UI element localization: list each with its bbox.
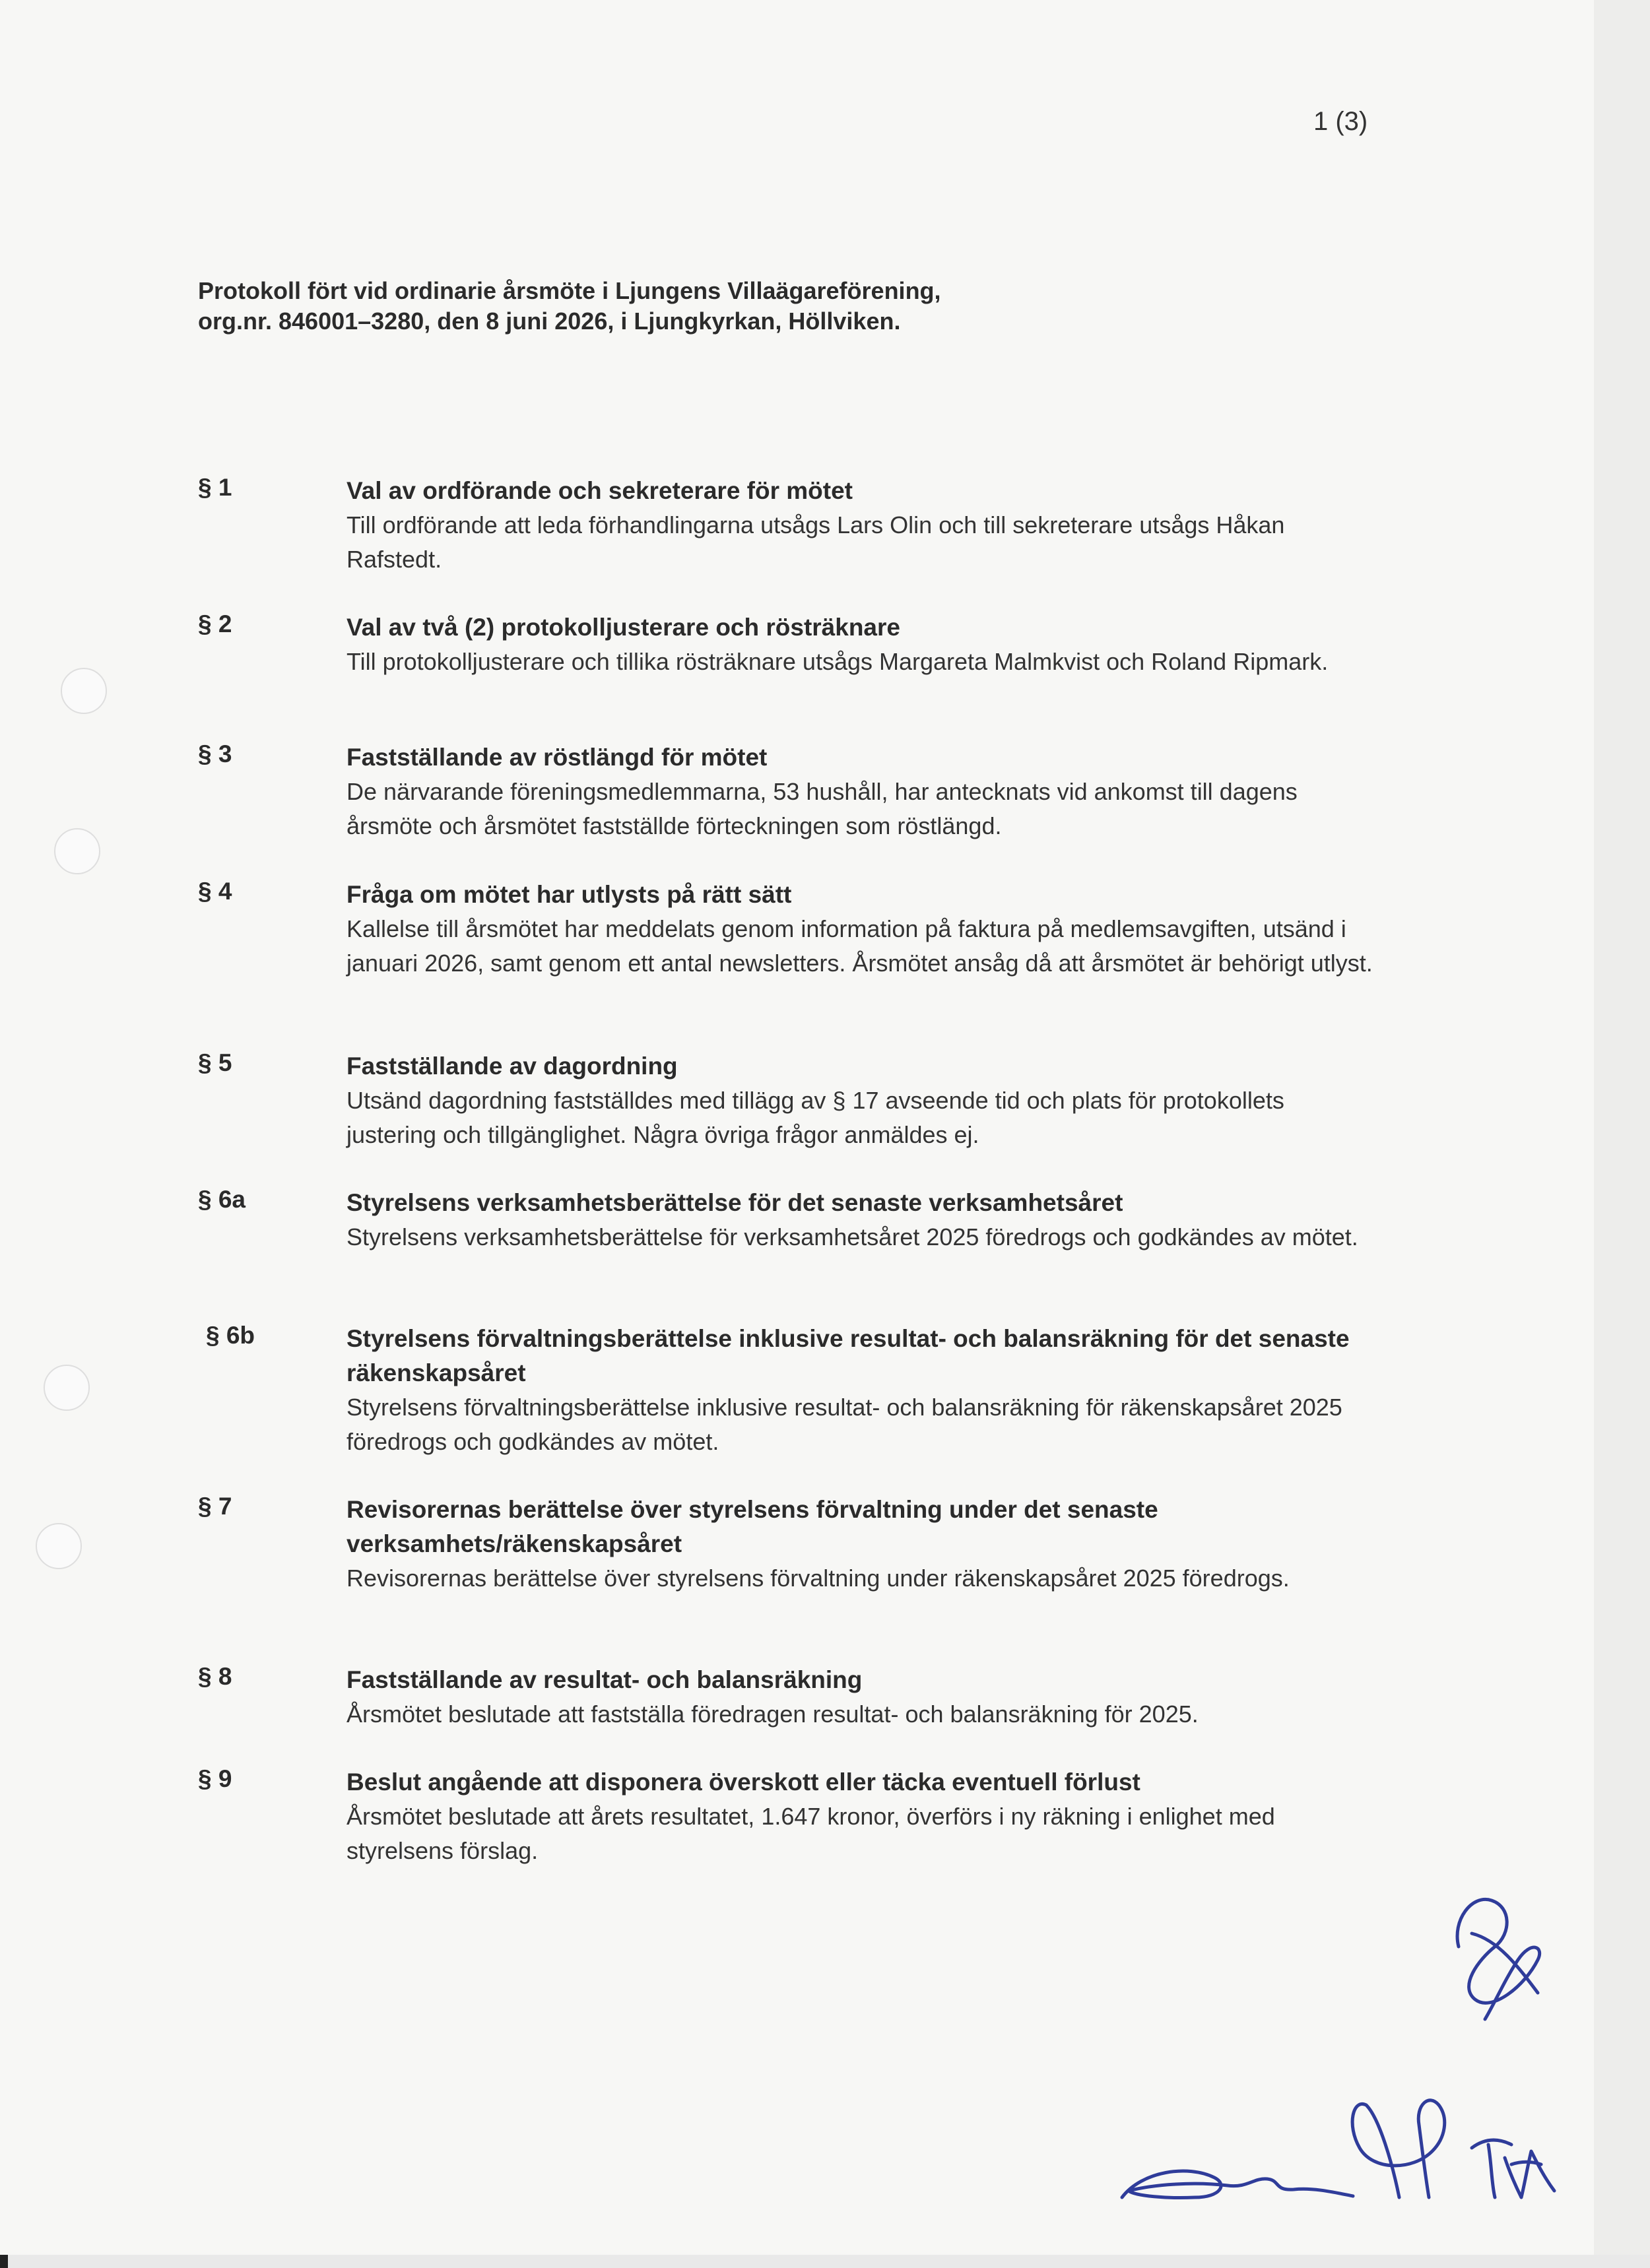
item-title: Fastställande av röstlängd för mötet <box>346 744 768 771</box>
heading-line-2: org.nr. 846001–3280, den 8 juni 2026, i Ljungkyrkan, Höllviken. <box>198 308 901 335</box>
item-number: § 9 <box>198 1765 232 1792</box>
item-title: Revisorernas berättelse över styrelsens förvaltning under det senaste verksamhets/räkenskapsåret <box>346 1496 1158 1557</box>
punch-hole <box>61 668 107 714</box>
punch-hole <box>54 828 100 874</box>
signature-stroke <box>1457 1899 1540 2019</box>
item-title: Val av två (2) protokolljusterare och rösträknare <box>346 614 900 641</box>
item-body: Till ordförande att leda förhandlingarna utsågs Lars Olin och till sekreterare utsågs Håkan Rafstedt. <box>346 511 1285 573</box>
document-heading <box>198 276 1386 337</box>
item-body: Styrelsens verksamhetsberättelse för verksamhetsåret 2025 föredrogs och godkändes av mötet. <box>346 1223 1358 1250</box>
item-number: § 1 <box>198 474 232 501</box>
item-body: Utsänd dagordning fastställdes med tillägg av § 17 avseende tid och plats för protokollets justering och tillgänglighet. Några övriga frågor anmäldes ej. <box>346 1087 1284 1148</box>
item-number: § 6a <box>198 1186 246 1213</box>
item-number: § 7 <box>198 1493 232 1520</box>
item-title: Fastställande av dagordning <box>346 1053 678 1080</box>
item-number: § 8 <box>198 1663 232 1690</box>
item-body: Till protokolljusterare och tillika rösträknare utsågs Margareta Malmkvist och Roland Ripmark. <box>346 648 1329 675</box>
item-number: § 6b <box>206 1322 255 1349</box>
signature-stroke <box>1352 2100 1445 2197</box>
heading-line-1: Protokoll fört vid ordinarie årsmöte i Ljungens Villaägareförening, <box>198 277 941 304</box>
signature-stroke <box>1472 2140 1554 2197</box>
scan-bottom-edge <box>0 2255 1650 2268</box>
item-body: Kallelse till årsmötet har meddelats genom information på faktura på medlemsavgiften, utsänd i januari 2026, samt genom ett antal newsletters. Årsmötet ansåg då att årsmötet är behörigt utlyst. <box>346 915 1373 977</box>
item-title: Fråga om mötet har utlysts på rätt sätt <box>346 881 792 908</box>
item-number: § 2 <box>198 610 232 637</box>
item-title: Styrelsens verksamhetsberättelse för det senaste verksamhetsåret <box>346 1189 1123 1216</box>
scan-edge <box>1594 0 1650 2268</box>
item-body: Årsmötet beslutade att fastställa föredragen resultat- och balansräkning för 2025. <box>346 1701 1199 1728</box>
item-title: Val av ordförande och sekreterare för mötet <box>346 477 853 504</box>
item-number: § 4 <box>198 878 232 905</box>
item-title: Fastställande av resultat- och balansräkning <box>346 1666 863 1693</box>
signature-image <box>1115 1887 1564 2204</box>
signature-stroke <box>1122 2171 1353 2198</box>
item-body: Revisorernas berättelse över styrelsens förvaltning under räkenskapsåret 2025 föredrogs. <box>346 1565 1290 1592</box>
punch-hole <box>44 1365 90 1411</box>
page-number: 1 (3) <box>1313 107 1368 136</box>
punch-hole <box>36 1523 82 1569</box>
item-number: § 3 <box>198 740 232 767</box>
item-number: § 5 <box>198 1049 232 1076</box>
item-body: Årsmötet beslutade att årets resultatet, 1.647 kronor, överförs i ny räkning i enlighet med styrelsens förslag. <box>346 1803 1275 1864</box>
scan-edge-mark <box>0 2255 8 2268</box>
item-body: De närvarande föreningsmedlemmarna, 53 hushåll, har antecknats vid ankomst till dagens årsmöte och årsmötet fastställde förteckningen som röstlängd. <box>346 778 1298 839</box>
item-title: Beslut angående att disponera överskott eller täcka eventuell förlust <box>346 1768 1140 1796</box>
item-title: Styrelsens förvaltningsberättelse inklusive resultat- och balansräkning för det senaste räkenskapsåret <box>346 1325 1350 1386</box>
item-body: Styrelsens förvaltningsberättelse inklusive resultat- och balansräkning för räkenskapsåret 2025 föredrogs och godkändes av mötet. <box>346 1394 1342 1455</box>
